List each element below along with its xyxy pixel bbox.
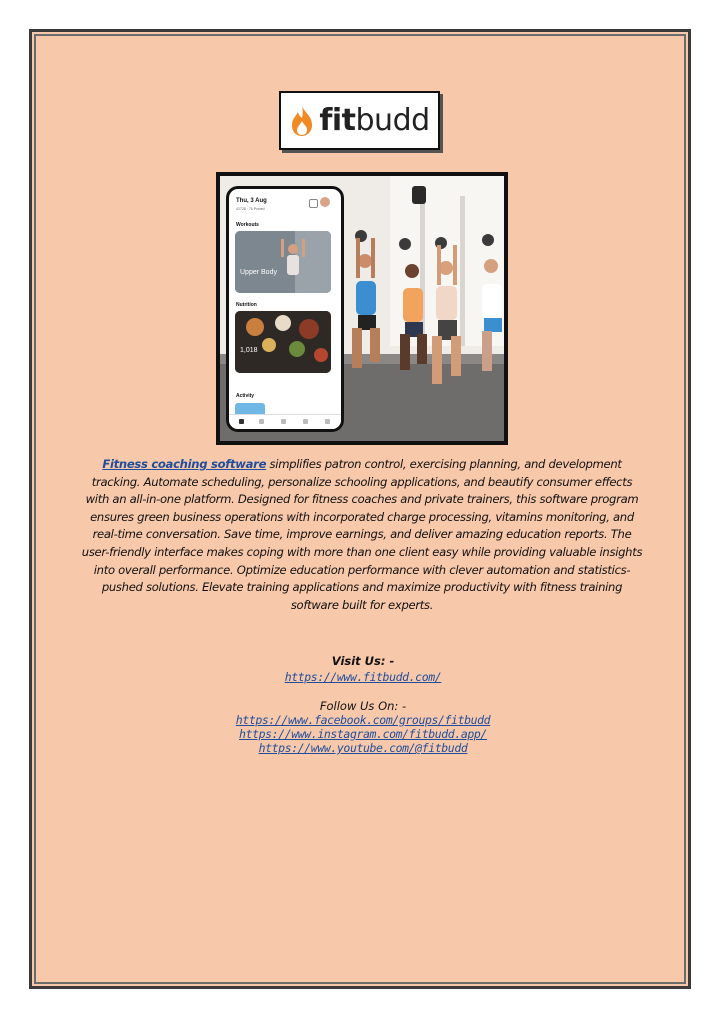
website-link[interactable]: https://www.fitbudd.com/ [284, 670, 442, 684]
instagram-link[interactable]: https://www.instagram.com/fitbudd.app/ [239, 727, 487, 741]
phone-workouts-heading: Workouts [236, 222, 259, 228]
phone-subtitle: 42728 · 76 Posted [236, 207, 265, 211]
document-page [29, 29, 691, 989]
bell-icon [303, 419, 308, 424]
article-body: simplifies patron control, exercising planning, and development tracking. Automate scheduling, personalize schooling applications, and beautify consumer effects with an all-in-one platform. Designed for fitness coaches and private trainers, this software program ensures green business operations with incorporated charge processing, vitamins monitoring, and real-time conversation. Save time, improve earnings, and deliver amazing education reports. The user-friendly interface makes coping with more than one client easy while providing valuable insights into overall performance. Optimize education performance with clever automation and statistics-pushed solutions. Elevate training applications and maximize productivity with fitness training software built for experts. [81, 457, 643, 612]
follow-us-label: Follow Us On: - [319, 699, 407, 713]
flame-icon [289, 104, 315, 138]
bell-icon [309, 199, 318, 208]
phone-workout-card [235, 231, 331, 293]
phone-date: Thu, 3 Aug [236, 198, 267, 204]
workout-photo [235, 231, 331, 293]
logo-wordmark: fitbudd [319, 103, 430, 138]
youtube-link[interactable]: https://www.youtube.com/@fitbudd [258, 741, 468, 755]
fitbudd-logo [279, 91, 440, 150]
article-paragraph [81, 456, 643, 614]
phone-nutrition-value: 1,018 [240, 347, 258, 354]
phone-tab-bar [229, 414, 341, 429]
visit-us-label: Visit Us: - [331, 654, 395, 668]
hero-image [216, 172, 508, 445]
chat-icon [281, 419, 286, 424]
fitness-coaching-software-link[interactable]: Fitness coaching software [102, 457, 267, 471]
phone-mockup [226, 186, 344, 432]
avatar [320, 197, 330, 207]
profile-icon [325, 419, 330, 424]
phone-nutrition-heading: Nutrition [236, 302, 257, 308]
phone-activity-heading: Activity [236, 393, 255, 399]
food-photo [235, 311, 331, 373]
home-icon [239, 419, 244, 424]
calendar-icon [259, 419, 264, 424]
phone-workout-label: Upper Body [240, 269, 277, 276]
facebook-link[interactable]: https://www.facebook.com/groups/fitbudd [235, 713, 491, 727]
phone-nutrition-card [235, 311, 331, 373]
